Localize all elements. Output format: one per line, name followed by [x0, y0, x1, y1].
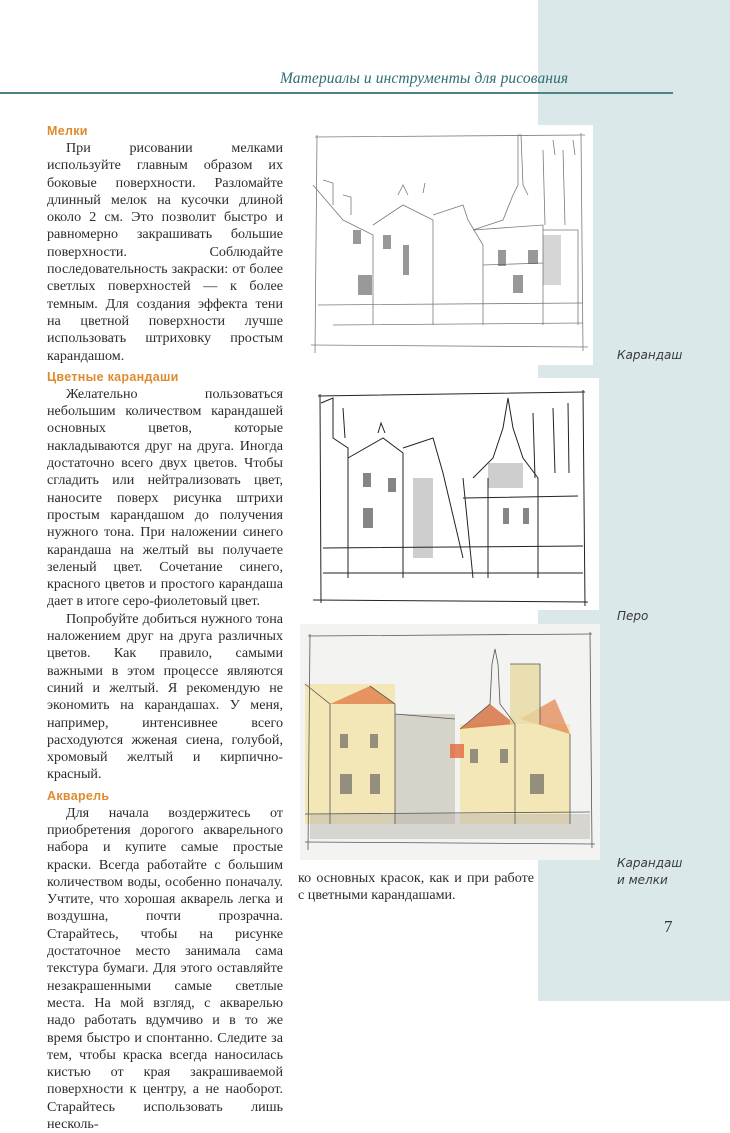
figure-watercolor-sketch [300, 624, 600, 860]
watercolor-illustration [300, 624, 600, 860]
main-text-column [47, 123, 283, 1133]
paragraph: Для начала воздержитесь от приобретения дорогого акварельного набора и купите самые простые краски. Всегда работайте с большим количеством воды, особенно поначалу. Учтите, что хорошая акварель легка и воздушна, почти прозрачна. Старайтесь, чтобы на рисунке достаточное место занимала сама текстура бумаги. Для этого оставляйте незакрашенными самые светлые места. На мой взгляд, с акварелью надо работать вдумчиво и в то же время быстро и спонтанно. Следите за тем, чтобы краска всегда наносилась кистью от края закрашиваемой поверхности к центру, а не наоборот. Старайтесь использовать лишь несколь- [47, 804, 283, 1133]
page-number: 7 [664, 917, 673, 936]
paragraph: Желательно пользоваться небольшим количеством карандашей основных цветов, которые накладываются друг на друга. Иногда достаточно всего двух цветов. Чтобы сгладить или нейтрализовать цвет, наносите поверх рисунка штрихи простым карандашом до получения нужного тона. При наложении синего карандаша на желтый вы получаете зеленый цвет. Сочетание синего, красного цветов и простого карандаша дает в итоге серо-фиолетовый цвет. [47, 385, 283, 610]
caption-pencil: Карандаш [617, 348, 683, 362]
figure-pencil-sketch [303, 125, 593, 365]
header-rule [0, 92, 673, 94]
paragraph: При рисовании мелками используйте главным образом их боковые поверхности. Разломайте длинный мелок на кусочки длиной около 2 см. Это позволит быстро и равномерно закрашивать большие поверхности. Соблюдайте последовательность закраски: от более светлых поверхностей — к более темным. Для создания эффекта тени на цветной поверхности лучше использовать штриховку простым карандашом. [47, 140, 283, 364]
caption-line-1: Карандаш [617, 856, 683, 870]
caption-line-2: и мелки [617, 873, 668, 887]
pen-sketch-illustration [303, 378, 599, 610]
section-heading-colored-pencils: Цветные карандаши [47, 369, 179, 384]
running-head: Материалы и инструменты для рисования [280, 70, 569, 87]
figure-pen-sketch [303, 378, 599, 610]
paragraph: Попробуйте добиться нужного тона наложением друг на друга различных цветов. Как правило, самыми важными в этом процессе являются синий и желтый. Я рекомендую не экономить на карандашах. У меня, например, интенсивнее всего расходуются жженая сиена, голубой, хромовый желтый и кирпично-красный. [47, 610, 283, 783]
section-heading-chalk: Мелки [47, 124, 88, 138]
pencil-sketch-illustration [303, 125, 593, 365]
continuation-text: ко основных красок, как и при работе с цветными карандашами. [298, 870, 534, 904]
caption-pen: Перо [617, 609, 649, 623]
section-heading-watercolor: Акварель [47, 788, 110, 803]
caption-pencil-and-chalk [617, 855, 682, 889]
